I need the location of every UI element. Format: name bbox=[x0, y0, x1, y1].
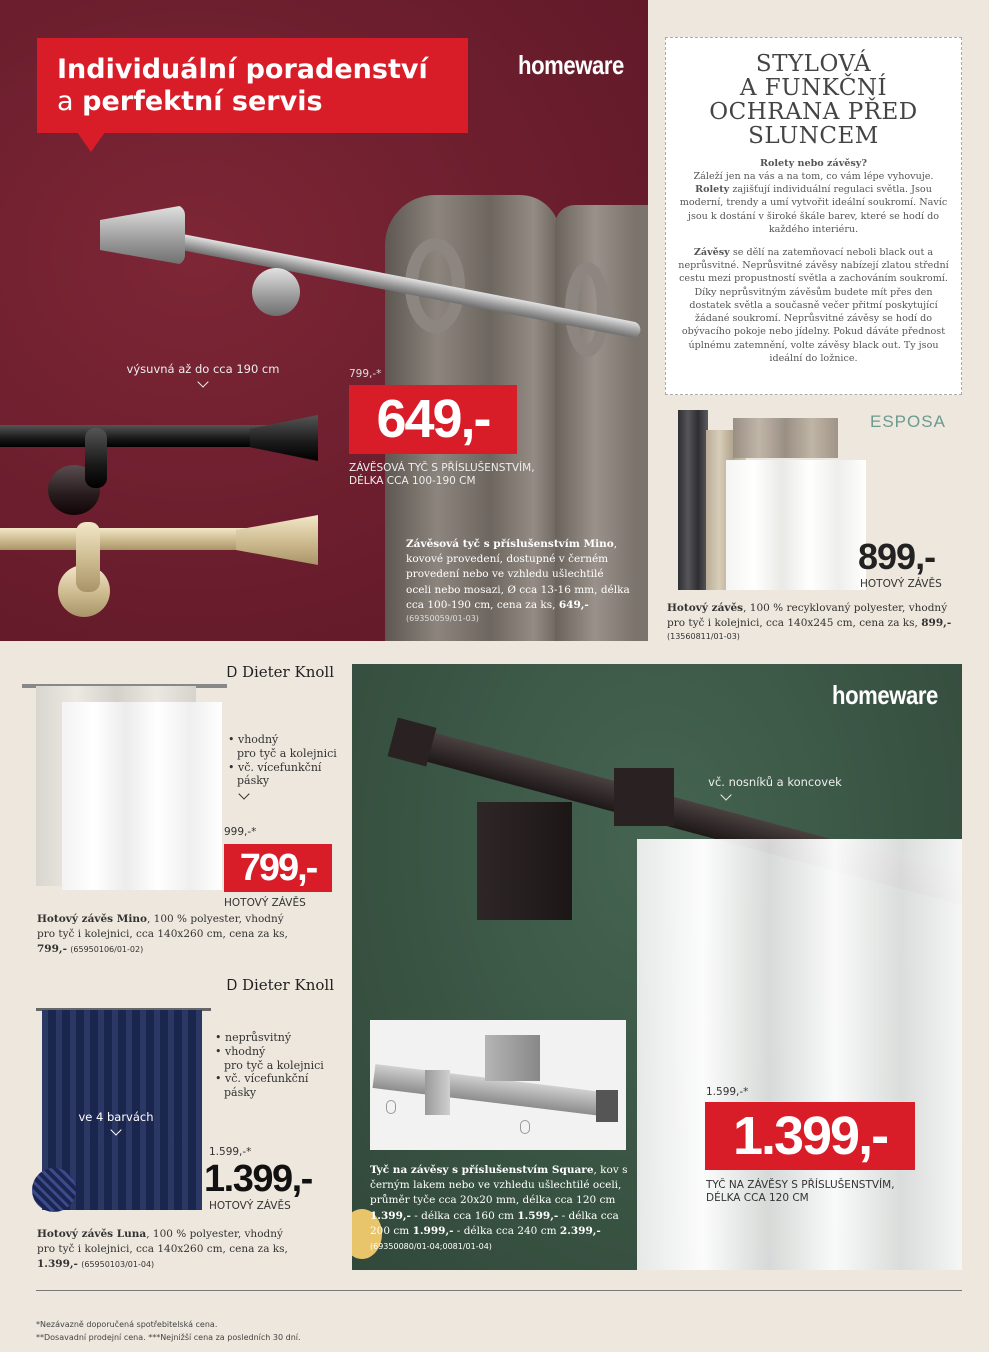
footer-divider bbox=[36, 1290, 962, 1291]
product-caption: HOTOVÝ ZÁVĚS bbox=[209, 1200, 291, 1212]
dieter-knoll-logo: Ꭰ Dieter Knoll bbox=[227, 663, 334, 681]
promo-banner bbox=[37, 38, 468, 133]
banner-tail bbox=[77, 132, 105, 152]
silver-bracket bbox=[252, 268, 300, 316]
product-description: Tyč na závěsy s příslušenstvím Square, kov s černým lakem nebo ve vzhledu ušlechtilé oceli, průměr tyče cca 20x20 mm, délka cca 120 cm 1.399,- - délka cca 160 cm 1.599,- - délka cca 200 cm 1.999,- - délka cca 240 cm 2.399,- (69350080/01-04;0081/01-04) bbox=[370, 1164, 628, 1252]
product-caption: HOTOVÝ ZÁVĚS bbox=[860, 578, 942, 590]
esposa-curtain-image bbox=[678, 410, 868, 590]
price-tag: 899,- bbox=[858, 536, 936, 577]
feature-list: • vhodný pro tyč a kolejnici • vč. vícefunkční pásky bbox=[228, 733, 337, 798]
extendable-note: výsuvná až do cca 190 cm bbox=[118, 362, 288, 386]
info-text: Rolety nebo závěsy? Záleží jen na vás a na tom, co vám lépe vyhovuje. Rolety zajišťují individuální regulaci světla. Jsou moderní, trendy a umí vytvořit ideální soukromí. Navíc jsou k dostání v široké škále barev, které se hodí do každého interiéru. Závěsy se dělí na zatemňovací neboli black out a neprůsvitné. Neprůsvitné závěsy nabízejí zlatou střední cestu mezi propustností světla a zachováním soukromí. Díky neprůsvitným závěsům budete mít přes den dostatek světla a současně večer přitmí poskytující žádané soukromí. Neprůsvitné závěsy se hodí do obývacího pokoje nebo jídelny. Pokud dáváte přednost úplnému zatemnění, volte závěsy black out. Ty jsou ideální do ložnice. bbox=[678, 157, 949, 364]
product-description: Hotový závěs Mino, 100 % polyester, vhodný pro tyč i kolejnici, cca 140x260 cm, cena za ks, 799,- (65950106/01-02) bbox=[37, 913, 288, 956]
homeware-logo: homeware bbox=[832, 680, 938, 710]
old-price: 1.599,-* bbox=[209, 1146, 252, 1158]
rod-detail-image bbox=[370, 1020, 626, 1150]
banner-line1: Individuální poradenství bbox=[57, 54, 428, 85]
info-box bbox=[665, 37, 962, 395]
price-tag: 1.399,- bbox=[204, 1158, 312, 1200]
feature-list: • neprůsvitný • vhodný pro tyč a kolejnici • vč. vícefunkční pásky bbox=[215, 1031, 324, 1099]
price-tag: 649,- bbox=[349, 385, 517, 454]
product-caption: HOTOVÝ ZÁVĚS bbox=[224, 897, 306, 909]
price-tag: 799,- bbox=[224, 844, 332, 892]
old-price: 799,-* bbox=[349, 368, 382, 380]
product-caption: TYČ NA ZÁVĚSY S PŘÍSLUŠENSTVÍM, DÉLKA CCA 120 CM bbox=[706, 1179, 895, 1205]
esposa-logo: ESPOSA bbox=[870, 412, 946, 431]
fabric-swatch bbox=[32, 1168, 76, 1212]
price-tag: 1.399,- bbox=[705, 1102, 915, 1170]
homeware-logo: homeware bbox=[518, 50, 624, 80]
product-description: Hotový závěs, 100 % recyklovaný polyester, vhodný pro tyč i kolejnici, cca 140x245 cm, cena za ks, 899,- (13560811/01-03) bbox=[667, 602, 952, 642]
product-description: Závěsová tyč s příslušenstvím Mino, kovové provedení, dostupné v černém provedení nebo ve vzhledu ušlechtilé oceli nebo mosazi, Ø cca 13-16 mm, délka cca 100-190 cm, cena za ks, 649,- (69350059/01-03) bbox=[406, 538, 630, 624]
info-title: STYLOVÁ A FUNKČNÍ OCHRANA PŘED SLUNCEM bbox=[709, 51, 918, 150]
gold-bracket-arm bbox=[76, 522, 100, 592]
old-price: 1.599,-* bbox=[706, 1086, 749, 1098]
footnote: **Dosavadní prodejní cena. ***Nejnižší cena za posledních 30 dní. bbox=[36, 1333, 301, 1342]
black-bracket-arm bbox=[85, 428, 107, 488]
colors-note: ve 4 barvách bbox=[76, 1110, 156, 1134]
included-note: vč. nosníků a koncovek bbox=[700, 775, 850, 799]
banner-line2: a perfektní servis bbox=[57, 86, 323, 118]
mino-curtain-image bbox=[22, 680, 227, 890]
product-description: Hotový závěs Luna, 100 % polyester, vhodný pro tyč i kolejnici, cca 140x260 cm, cena za ks, 1.399,- (65950103/01-04) bbox=[37, 1228, 288, 1271]
product-caption: ZÁVĚSOVÁ TYČ S PŘÍSLUŠENSTVÍM, DÉLKA CCA 100-190 CM bbox=[349, 462, 535, 488]
footnote: *Nezávazně doporučená spotřebitelská cena. bbox=[36, 1320, 218, 1329]
dieter-knoll-logo: Ꭰ Dieter Knoll bbox=[227, 976, 334, 994]
old-price: 999,-* bbox=[224, 826, 257, 838]
